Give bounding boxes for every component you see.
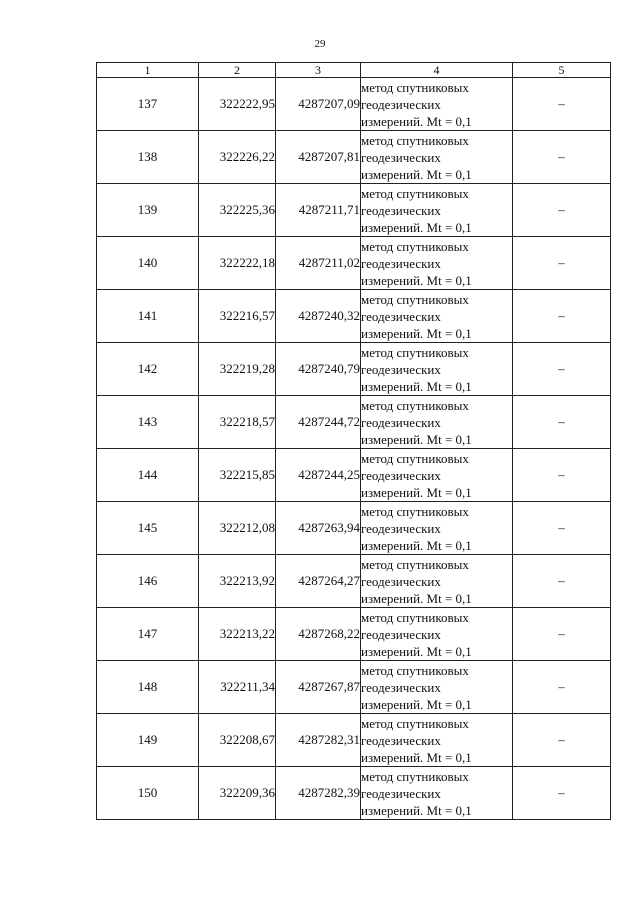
table-row xyxy=(97,714,611,767)
point-number-cell: 149 xyxy=(97,714,199,767)
table-row xyxy=(97,184,611,237)
method-line: измерений. Mt = 0,1 xyxy=(361,166,472,182)
method-line: геодезических xyxy=(361,308,441,324)
x-coordinate-cell: 322209,36 xyxy=(199,767,276,820)
table-row xyxy=(97,343,611,396)
method-line: измерений. Mt = 0,1 xyxy=(361,749,472,765)
method-line: измерений. Mt = 0,1 xyxy=(361,537,472,553)
method-line: измерений. Mt = 0,1 xyxy=(361,802,472,818)
method-cell xyxy=(361,449,513,502)
method-cell xyxy=(361,608,513,661)
method-line: измерений. Mt = 0,1 xyxy=(361,696,472,712)
note-cell: – xyxy=(513,502,611,555)
point-number-cell: 141 xyxy=(97,290,199,343)
note-cell: – xyxy=(513,449,611,502)
method-cell xyxy=(361,78,513,131)
method-line: измерений. Mt = 0,1 xyxy=(361,272,472,288)
method-line: геодезических xyxy=(361,361,441,377)
method-line: геодезических xyxy=(361,202,441,218)
x-coordinate-cell: 322208,67 xyxy=(199,714,276,767)
method-line: геодезических xyxy=(361,732,441,748)
method-line: измерений. Mt = 0,1 xyxy=(361,378,472,394)
method-cell xyxy=(361,661,513,714)
point-number-cell: 140 xyxy=(97,237,199,290)
page-number: 29 xyxy=(314,38,326,50)
method-line: измерений. Mt = 0,1 xyxy=(361,325,472,341)
method-cell xyxy=(361,131,513,184)
y-coordinate-cell: 4287240,32 xyxy=(276,290,361,343)
table-row xyxy=(97,767,611,820)
table-row xyxy=(97,555,611,608)
y-coordinate-cell: 4287282,39 xyxy=(276,767,361,820)
method-cell xyxy=(361,290,513,343)
x-coordinate-cell: 322213,22 xyxy=(199,608,276,661)
x-coordinate-cell: 322213,92 xyxy=(199,555,276,608)
note-cell: – xyxy=(513,290,611,343)
method-cell xyxy=(361,555,513,608)
method-line: измерений. Mt = 0,1 xyxy=(361,643,472,659)
note-cell: – xyxy=(513,661,611,714)
table-row xyxy=(97,661,611,714)
table-row xyxy=(97,290,611,343)
x-coordinate-cell: 322219,28 xyxy=(199,343,276,396)
method-cell xyxy=(361,184,513,237)
note-cell: – xyxy=(513,78,611,131)
note-cell: – xyxy=(513,131,611,184)
table-body xyxy=(97,78,611,820)
method-cell xyxy=(361,502,513,555)
y-coordinate-cell: 4287240,79 xyxy=(276,343,361,396)
point-number-cell: 150 xyxy=(97,767,199,820)
method-line: измерений. Mt = 0,1 xyxy=(361,484,472,500)
method-cell xyxy=(361,396,513,449)
x-coordinate-cell: 322211,34 xyxy=(199,661,276,714)
x-coordinate-cell: 322215,85 xyxy=(199,449,276,502)
table-row xyxy=(97,78,611,131)
method-line: метод спутниковых xyxy=(361,662,469,678)
x-coordinate-cell: 322218,57 xyxy=(199,396,276,449)
method-line: измерений. Mt = 0,1 xyxy=(361,113,472,129)
method-line: метод спутниковых xyxy=(361,79,469,95)
table-header-row xyxy=(97,63,611,78)
y-coordinate-cell: 4287207,09 xyxy=(276,78,361,131)
y-coordinate-cell: 4287267,87 xyxy=(276,661,361,714)
method-line: метод спутниковых xyxy=(361,185,469,201)
method-line: измерений. Mt = 0,1 xyxy=(361,590,472,606)
y-coordinate-cell: 4287263,94 xyxy=(276,502,361,555)
method-line: геодезических xyxy=(361,573,441,589)
table-row xyxy=(97,449,611,502)
x-coordinate-cell: 322212,08 xyxy=(199,502,276,555)
x-coordinate-cell: 322226,22 xyxy=(199,131,276,184)
coordinates-table xyxy=(96,62,611,820)
method-line: измерений. Mt = 0,1 xyxy=(361,431,472,447)
x-coordinate-cell: 322225,36 xyxy=(199,184,276,237)
y-coordinate-cell: 4287244,72 xyxy=(276,396,361,449)
note-cell: – xyxy=(513,184,611,237)
y-coordinate-cell: 4287211,02 xyxy=(276,237,361,290)
note-cell: – xyxy=(513,555,611,608)
method-line: геодезических xyxy=(361,149,441,165)
note-cell: – xyxy=(513,767,611,820)
point-number-cell: 147 xyxy=(97,608,199,661)
method-line: геодезических xyxy=(361,96,441,112)
table-row xyxy=(97,396,611,449)
table-row xyxy=(97,237,611,290)
method-line: метод спутниковых xyxy=(361,238,469,254)
method-line: метод спутниковых xyxy=(361,291,469,307)
method-cell xyxy=(361,714,513,767)
note-cell: – xyxy=(513,343,611,396)
y-coordinate-cell: 4287207,81 xyxy=(276,131,361,184)
point-number-cell: 138 xyxy=(97,131,199,184)
note-cell: – xyxy=(513,396,611,449)
point-number-cell: 145 xyxy=(97,502,199,555)
point-number-cell: 143 xyxy=(97,396,199,449)
y-coordinate-cell: 4287282,31 xyxy=(276,714,361,767)
method-line: метод спутниковых xyxy=(361,450,469,466)
method-line: геодезических xyxy=(361,520,441,536)
point-number-cell: 137 xyxy=(97,78,199,131)
point-number-cell: 139 xyxy=(97,184,199,237)
method-line: метод спутниковых xyxy=(361,556,469,572)
y-coordinate-cell: 4287244,25 xyxy=(276,449,361,502)
method-cell xyxy=(361,343,513,396)
method-line: метод спутниковых xyxy=(361,344,469,360)
table-row xyxy=(97,131,611,184)
y-coordinate-cell: 4287264,27 xyxy=(276,555,361,608)
method-line: геодезических xyxy=(361,785,441,801)
method-line: метод спутниковых xyxy=(361,503,469,519)
method-line: геодезических xyxy=(361,679,441,695)
column-header-3: 3 xyxy=(276,63,361,78)
method-line: метод спутниковых xyxy=(361,768,469,784)
point-number-cell: 146 xyxy=(97,555,199,608)
method-line: метод спутниковых xyxy=(361,132,469,148)
column-header-1: 1 xyxy=(97,63,199,78)
method-line: метод спутниковых xyxy=(361,715,469,731)
method-line: геодезических xyxy=(361,414,441,430)
method-cell xyxy=(361,767,513,820)
x-coordinate-cell: 322222,18 xyxy=(199,237,276,290)
point-number-cell: 144 xyxy=(97,449,199,502)
method-cell xyxy=(361,237,513,290)
method-line: измерений. Mt = 0,1 xyxy=(361,219,472,235)
column-header-5: 5 xyxy=(513,63,611,78)
column-header-4: 4 xyxy=(361,63,513,78)
method-line: метод спутниковых xyxy=(361,609,469,625)
point-number-cell: 148 xyxy=(97,661,199,714)
note-cell: – xyxy=(513,237,611,290)
x-coordinate-cell: 322216,57 xyxy=(199,290,276,343)
table-row xyxy=(97,502,611,555)
y-coordinate-cell: 4287268,22 xyxy=(276,608,361,661)
y-coordinate-cell: 4287211,71 xyxy=(276,184,361,237)
method-line: метод спутниковых xyxy=(361,397,469,413)
method-line: геодезических xyxy=(361,467,441,483)
x-coordinate-cell: 322222,95 xyxy=(199,78,276,131)
note-cell: – xyxy=(513,608,611,661)
method-line: геодезических xyxy=(361,626,441,642)
point-number-cell: 142 xyxy=(97,343,199,396)
table-row xyxy=(97,608,611,661)
note-cell: – xyxy=(513,714,611,767)
column-header-2: 2 xyxy=(199,63,276,78)
method-line: геодезических xyxy=(361,255,441,271)
